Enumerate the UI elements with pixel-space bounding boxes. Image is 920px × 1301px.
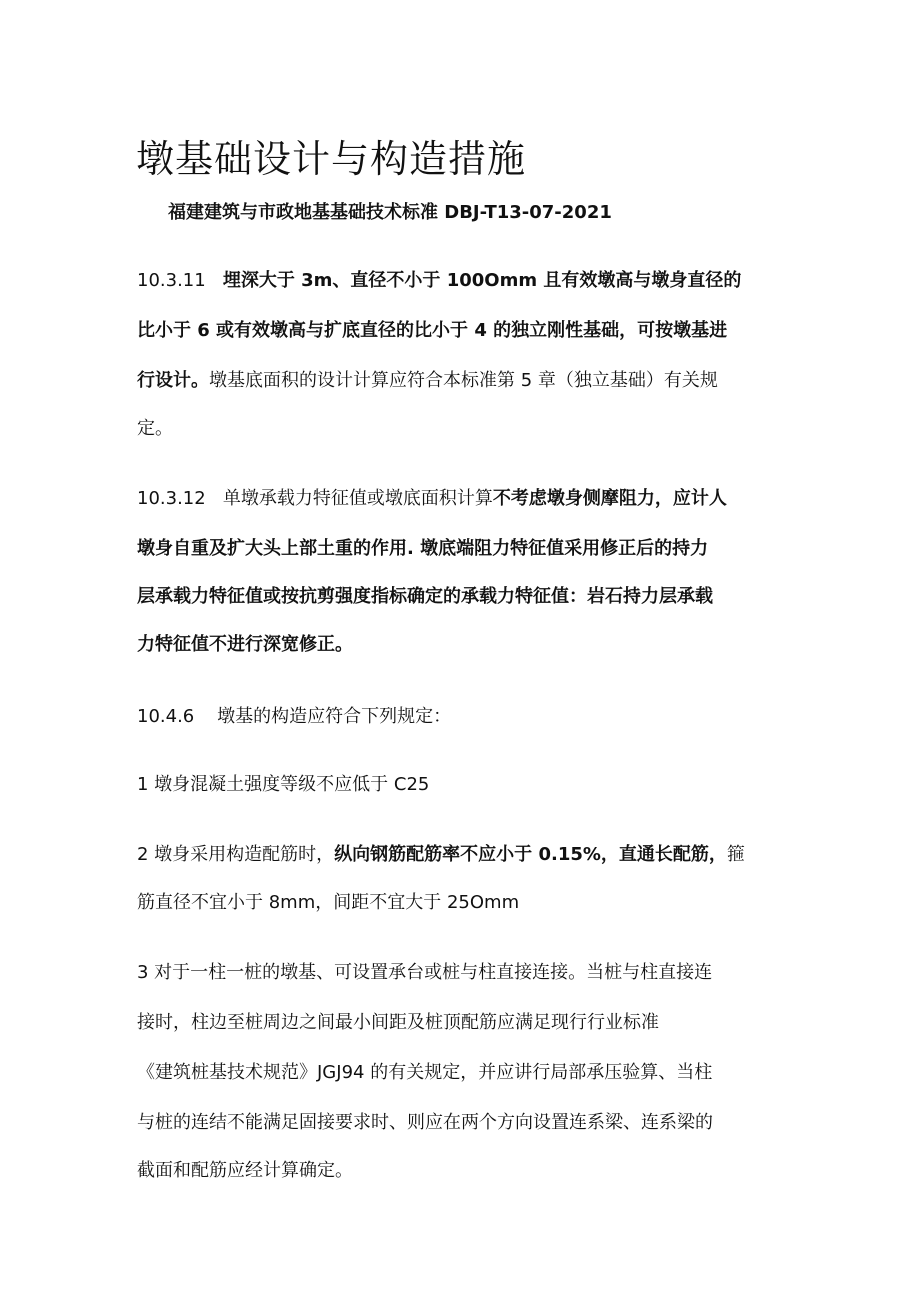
clause-10-3-12-line-1 (137, 486, 727, 512)
item-3-line-1 (137, 960, 712, 986)
clause-10-3-11-line-4 (137, 416, 173, 442)
clause-10-3-12-line-4 (137, 632, 353, 658)
clause-text-bold: 层承载力特征值或按抗剪强度指标确定的承载力特征值：岩石持力层承载 (137, 586, 713, 607)
item-text: 1 墩身混凝土强度等级不应低于 C25 (137, 774, 430, 795)
item-3-line-3 (137, 1060, 712, 1086)
clause-10-3-11-line-1 (137, 268, 741, 294)
item-text: 箍 (726, 844, 745, 865)
clause-text: 定。 (137, 418, 173, 439)
clause-10-4-6 (137, 704, 451, 730)
clause-text-bold: 埋深大于 3m、直径不小于 100Omm 且有效墩高与墩身直径的 (222, 270, 742, 291)
item-text: 与桩的连结不能满足固接要求时、则应在两个方向设置连系梁、连系梁的 (137, 1112, 713, 1133)
clause-10-3-12-line-2 (137, 536, 708, 562)
item-text: 2 墩身采用构造配筋时， (137, 844, 335, 865)
clause-number: 10.3.11 (137, 270, 206, 291)
clause-text-bold: 不考虑墩身侧摩阻力，应计人 (492, 488, 727, 509)
item-1 (137, 772, 429, 798)
clause-number: 10.3.12 (137, 488, 206, 509)
item-text: 截面和配筋应经计算确定。 (137, 1160, 353, 1181)
clause-text-bold: 行设计。 (137, 370, 209, 391)
clause-10-3-12-line-3 (137, 584, 713, 610)
item-text: 3 对于一柱一桩的墩基、可设置承台或桩与柱直接连接。当桩与柱直接连 (137, 962, 713, 983)
clause-number: 10.4.6 (137, 706, 195, 727)
page-title: 墩基础设计与构造措施 (136, 137, 527, 181)
clause-text: 单墩承载力特征值或墩底面积计算 (222, 488, 493, 509)
clause-text-bold: 比小于 6 或有效墩高与扩底直径的比小于 4 的独立刚性基础，可按墩基进 (137, 320, 728, 341)
item-text-bold: 纵向钢筋配筋率不应小于 0.15%，直通长配筋， (334, 844, 727, 865)
item-2-line-1 (137, 842, 745, 868)
item-text: 《建筑桩基技术规范》JGJ94 的有关规定，并应讲行局部承压验算、当柱 (137, 1062, 713, 1083)
clause-10-3-11-line-2 (137, 318, 727, 344)
item-3-line-5 (137, 1158, 353, 1184)
item-text: 接时，柱边至桩周边之间最小间距及桩顶配筋应满足现行行业标准 (137, 1012, 659, 1033)
clause-10-3-11-line-3 (137, 368, 718, 394)
standard-subtitle: 福建建筑与市政地基基础技术标准 DBJ-T13-07-2021 (168, 202, 612, 223)
item-3-line-4 (137, 1110, 713, 1136)
clause-text-bold: 力特征值不进行深宽修正。 (137, 634, 353, 655)
item-2-line-2 (137, 890, 519, 916)
item-3-line-2 (137, 1010, 659, 1036)
clause-text-bold: 墩身自重及扩大头上部土重的作用. 墩底端阻力特征值采用修正后的持力 (137, 538, 709, 559)
clause-text: 墩基的构造应符合下列规定： (217, 706, 452, 727)
item-text: 筋直径不宜小于 8mm，间距不宜大于 25Omm (137, 892, 520, 913)
clause-text: 墩基底面积的设计计算应符合本标准第 5 章（独立基础）有关规 (209, 370, 718, 391)
